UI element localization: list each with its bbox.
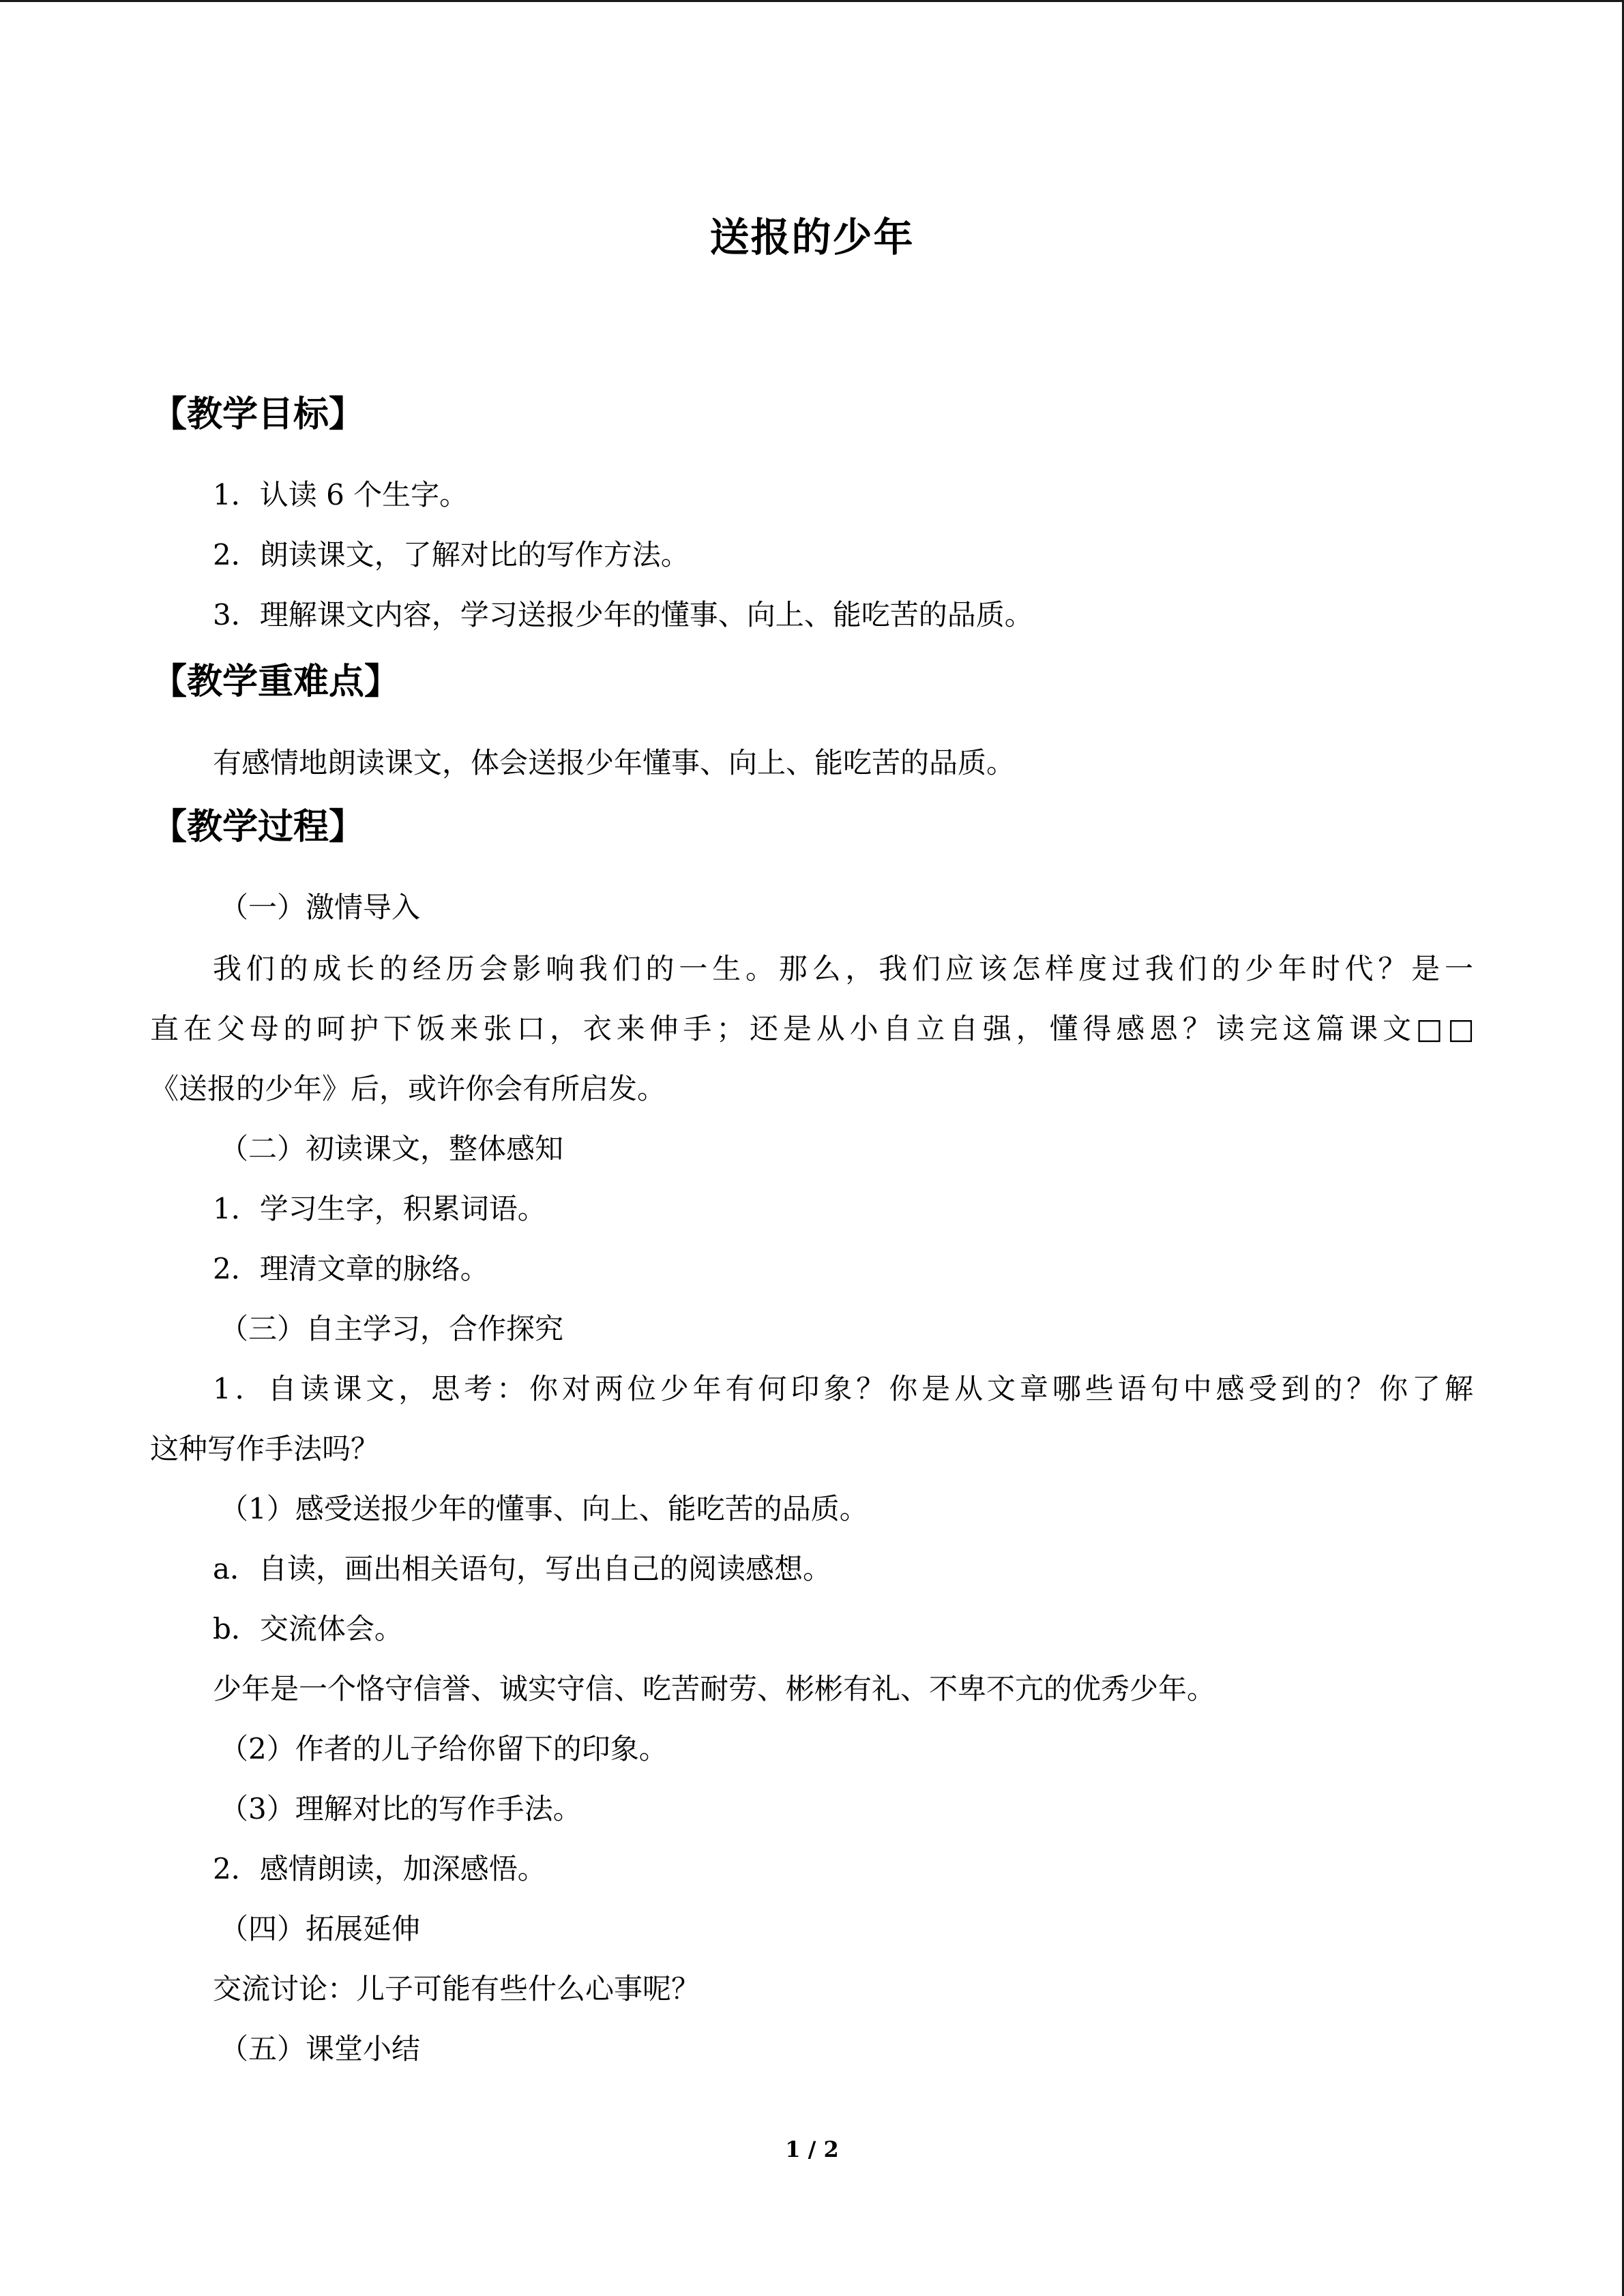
process-paragraph-line: 少年是一个恪守信誉、诚实守信、吃苦耐劳、彬彬有礼、不卑不亢的优秀少年。 bbox=[213, 1672, 1216, 1705]
process-step-3-heading: （三）自主学习，合作探究 bbox=[220, 1312, 564, 1345]
heading-teaching-process: 【教学过程】 bbox=[151, 806, 365, 848]
goal-item-2: 2．朗读课文，了解对比的写作方法。 bbox=[213, 538, 690, 571]
top-border bbox=[0, 0, 1624, 2]
process-list-item: a．自读，画出相关语句，写出自己的阅读感想。 bbox=[213, 1552, 832, 1585]
process-list-item: 1．学习生字，积累词语。 bbox=[213, 1192, 546, 1225]
process-list-item: （3）理解对比的写作手法。 bbox=[220, 1792, 582, 1825]
process-step-1-heading: （一）激情导入 bbox=[220, 891, 421, 924]
page-number: 1 / 2 bbox=[785, 2136, 839, 2162]
process-paragraph-line: 《送报的少年》后，或许你会有所启发。 bbox=[150, 1072, 666, 1105]
goal-item-1: 1．认读 6 个生字。 bbox=[213, 478, 469, 511]
process-list-item: （2）作者的儿子给你留下的印象。 bbox=[220, 1732, 668, 1765]
process-step-4-heading: （四）拓展延伸 bbox=[220, 1912, 421, 1945]
process-paragraph-line: 交流讨论：儿子可能有些什么心事呢？ bbox=[213, 1972, 700, 2006]
heading-teaching-goals: 【教学目标】 bbox=[151, 393, 365, 435]
heading-key-points: 【教学重难点】 bbox=[151, 661, 400, 702]
process-step-2-heading: （二）初读课文，整体感知 bbox=[220, 1132, 564, 1165]
process-list-item: （1）感受送报少年的懂事、向上、能吃苦的品质。 bbox=[220, 1492, 868, 1525]
process-paragraph-line: 这种写作手法吗？ bbox=[150, 1432, 380, 1465]
process-list-item: b．交流体会。 bbox=[213, 1612, 403, 1645]
key-points-text: 有感情地朗读课文，体会送报少年懂事、向上、能吃苦的品质。 bbox=[213, 746, 1016, 779]
process-paragraph-line: 直在父母的呵护下饭来张口，衣来伸手；还是从小自立自强，懂得感恩？读完这篇课文□□ bbox=[150, 1012, 1475, 1045]
goal-item-3: 3．理解课文内容，学习送报少年的懂事、向上、能吃苦的品质。 bbox=[213, 598, 1033, 631]
process-paragraph-line: 1．自读课文，思考：你对两位少年有何印象？你是从文章哪些语句中感受到的？你了解 bbox=[213, 1372, 1473, 1405]
process-list-item: 2．感情朗读，加深感悟。 bbox=[213, 1852, 546, 1885]
process-list-item: 2．理清文章的脉络。 bbox=[213, 1252, 489, 1285]
process-paragraph-line: 我们的成长的经历会影响我们的一生。那么，我们应该怎样度过我们的少年时代？是一 bbox=[213, 952, 1473, 985]
process-step-5-heading: （五）课堂小结 bbox=[220, 2032, 421, 2066]
document-title: 送报的少年 bbox=[709, 214, 915, 260]
